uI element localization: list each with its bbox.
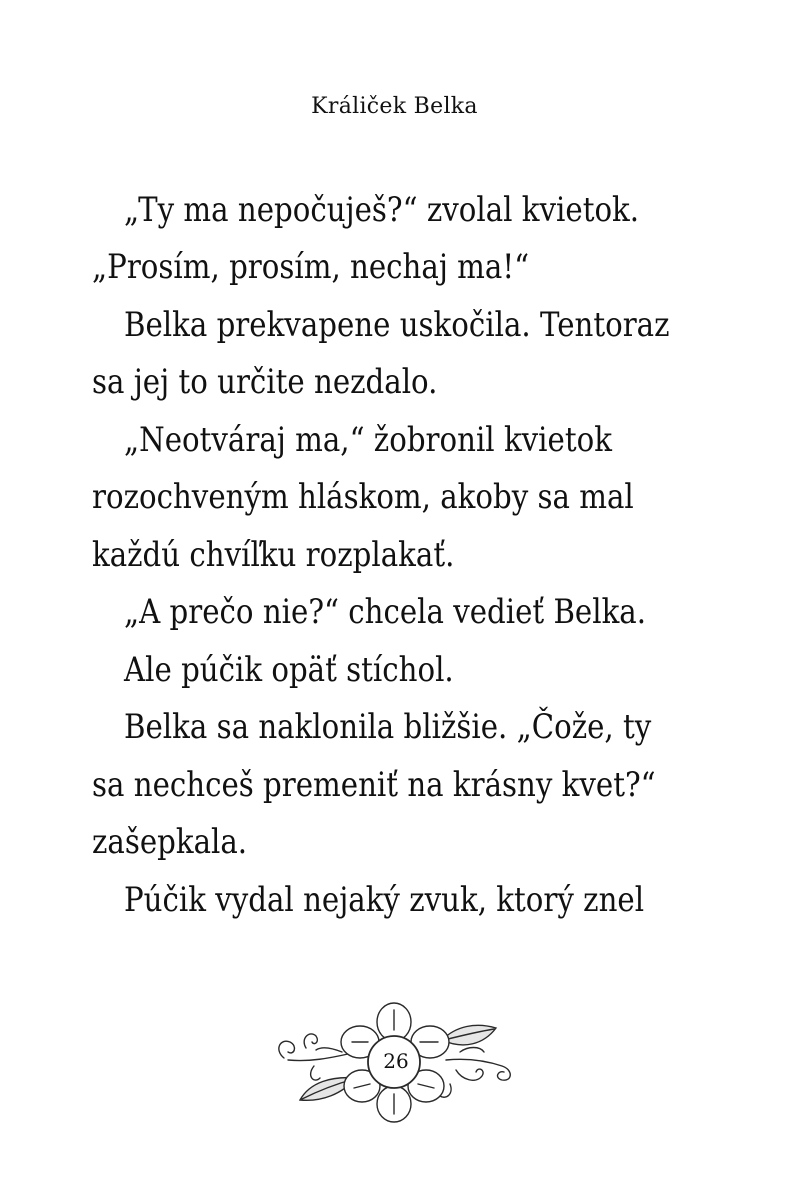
text-line: sa jej to určite nezdalo. — [92, 362, 438, 402]
text-line: Ale púčik opäť stíchol. — [124, 650, 454, 690]
text-line: „Ty ma nepočuješ?“ zvolal kvietok. — [124, 190, 640, 230]
text-line: Púčik vydal nejaký zvuk, ktorý znel — [124, 880, 645, 920]
text-line: zašepkala. — [92, 822, 248, 862]
text-line: Belka sa naklonila bližšie. „Čože, ty — [124, 707, 652, 747]
text-line: sa nechceš premeniť na krásny kvet?“ — [92, 765, 656, 805]
text-line: „Neotváraj ma,“ žobronil kvietok — [124, 420, 612, 460]
text-line: „Prosím, prosím, nechaj ma!“ — [92, 247, 530, 287]
page-number: 26 — [383, 1049, 409, 1073]
running-header: Králiček Belka — [311, 94, 478, 119]
text-line: rozochveným hláskom, akoby sa mal — [92, 477, 634, 517]
text-line: „A prečo nie?“ chcela vedieť Belka. — [124, 592, 647, 632]
text-line: Belka prekvapene uskočila. Tentoraz — [124, 305, 670, 345]
text-line: každú chvíľku rozplakať. — [92, 535, 455, 575]
